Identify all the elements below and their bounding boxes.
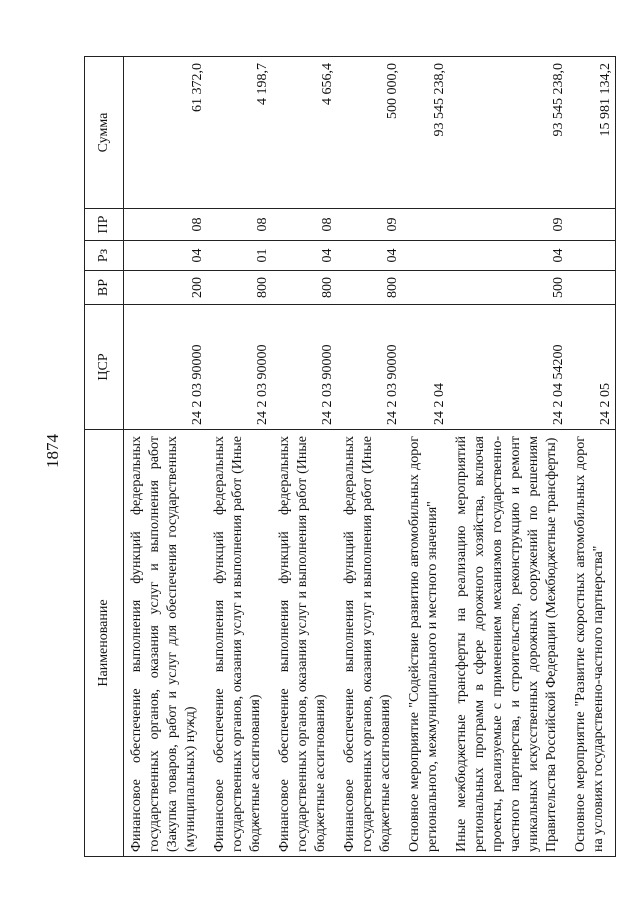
row-name: Финансовое обеспечение выполнения функций федеральных государственных органов, оказания услуг и выполнения работ (Иные бюджетные ассигнования) bbox=[337, 430, 402, 857]
row-name: Основное мероприятие "Содействие развитию автомобильных дорог регионального, межмуниципального и местного значения" bbox=[402, 430, 449, 857]
row-sum: 61 372,0 bbox=[124, 57, 208, 209]
row-csr: 24 2 04 bbox=[402, 305, 449, 430]
table-row bbox=[402, 57, 449, 857]
row-vr: 800 bbox=[337, 271, 402, 305]
table-row bbox=[449, 57, 568, 857]
row-rz: 04 bbox=[337, 241, 402, 271]
row-name: Финансовое обеспечение выполнения функций федеральных государственных органов, оказания услуг и выполнения работ (Иные бюджетные ассигнования) bbox=[272, 430, 337, 857]
budget-table-rotated bbox=[84, 57, 613, 857]
row-sum: 15 981 134,2 bbox=[568, 57, 616, 209]
row-csr: 24 2 03 90000 bbox=[272, 305, 337, 430]
row-rz: 04 bbox=[272, 241, 337, 271]
row-name: Основное мероприятие "Развитие скоростных автомобильных дорог на условиях государственно-частного партнерства" bbox=[568, 430, 616, 857]
budget-table bbox=[84, 56, 616, 857]
row-pr bbox=[402, 209, 449, 241]
row-pr: 08 bbox=[207, 209, 272, 241]
row-pr: 08 bbox=[272, 209, 337, 241]
row-csr: 24 2 03 90000 bbox=[337, 305, 402, 430]
table-row bbox=[272, 57, 337, 857]
row-name: Финансовое обеспечение выполнения функций федеральных государственных органов, оказания услуг и выполнения работ (Иные бюджетные ассигнования) bbox=[207, 430, 272, 857]
row-vr bbox=[568, 271, 616, 305]
row-rz: 01 bbox=[207, 241, 272, 271]
row-sum: 93 545 238,0 bbox=[449, 57, 568, 209]
row-csr: 24 2 04 54200 bbox=[449, 305, 568, 430]
table-row bbox=[207, 57, 272, 857]
row-vr: 500 bbox=[449, 271, 568, 305]
row-pr: 08 bbox=[124, 209, 208, 241]
row-sum: 500 000,0 bbox=[337, 57, 402, 209]
page-number: 1874 bbox=[43, 434, 62, 468]
row-csr: 24 2 03 90000 bbox=[207, 305, 272, 430]
row-sum: 4 198,7 bbox=[207, 57, 272, 209]
table-row bbox=[337, 57, 402, 857]
row-pr: 09 bbox=[449, 209, 568, 241]
row-pr bbox=[568, 209, 616, 241]
row-rz: 04 bbox=[124, 241, 208, 271]
row-rz bbox=[402, 241, 449, 271]
row-vr bbox=[402, 271, 449, 305]
header-pr: ПР bbox=[85, 209, 124, 241]
header-rz: Рз bbox=[85, 241, 124, 271]
header-sum: Сумма bbox=[85, 57, 124, 209]
row-pr: 09 bbox=[337, 209, 402, 241]
row-name: Иные межбюджетные трансферты на реализацию мероприятий региональных программ в сфере дорожного хозяйства, включая проекты, реализуемые с применением механизмов государственно-частного партнерства, и строительство, реконструкцию и ремонт уникальных искусственных дорожных сооружений по решениям Правительства Российской Федерации (Межбюджетные трансферты) bbox=[449, 430, 568, 857]
row-vr: 800 bbox=[207, 271, 272, 305]
header-csr: ЦСР bbox=[85, 305, 124, 430]
table-header-row bbox=[85, 57, 124, 857]
row-sum: 93 545 238,0 bbox=[402, 57, 449, 209]
row-name: Финансовое обеспечение выполнения функций федеральных государственных органов, оказания услуг и выполнения работ (Закупка товаров, работ и услуг для обеспечения государственных (муниципальных) нужд) bbox=[124, 430, 208, 857]
row-csr: 24 2 05 bbox=[568, 305, 616, 430]
table-row bbox=[124, 57, 208, 857]
row-vr: 800 bbox=[272, 271, 337, 305]
row-rz: 04 bbox=[449, 241, 568, 271]
table-row bbox=[568, 57, 616, 857]
row-vr: 200 bbox=[124, 271, 208, 305]
row-csr: 24 2 03 90000 bbox=[124, 305, 208, 430]
header-vr: ВР bbox=[85, 271, 124, 305]
row-rz bbox=[568, 241, 616, 271]
header-name: Наименование bbox=[85, 430, 124, 857]
row-sum: 4 656,4 bbox=[272, 57, 337, 209]
